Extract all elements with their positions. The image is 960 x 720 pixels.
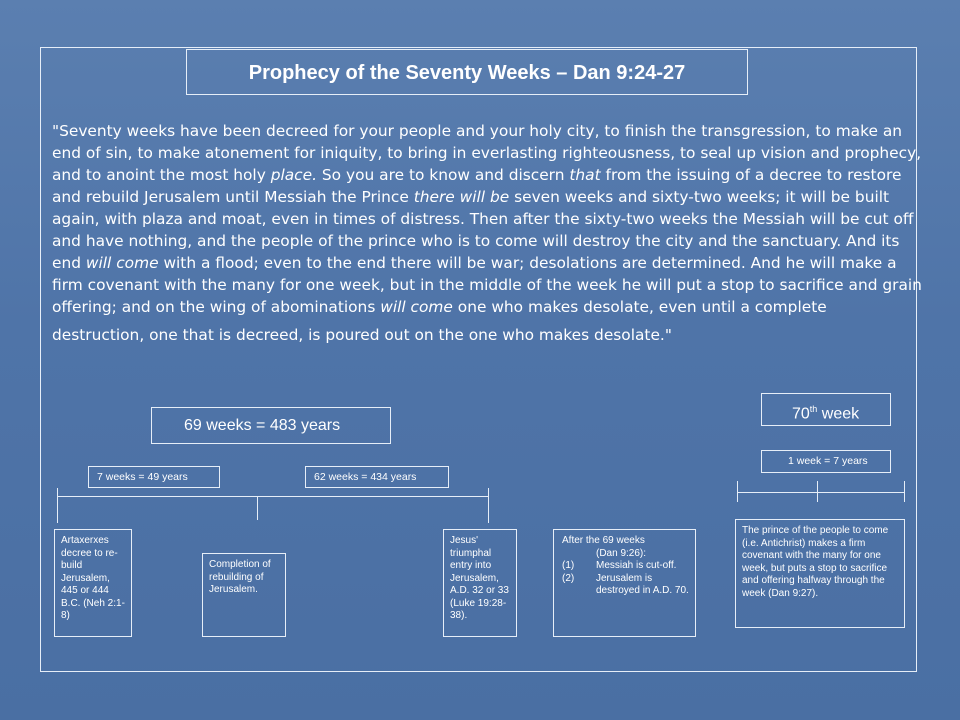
note-triumphal-entry: Jesus' triumphal entry into Jerusalem, A.D. 32 or 33 (Luke 19:28-38).	[443, 529, 517, 637]
label-70th-week: 70th week	[761, 393, 891, 426]
label-69-weeks: 69 weeks = 483 years	[151, 407, 391, 444]
timeline-69-weeks	[57, 496, 489, 497]
scripture-passage: "Seventy weeks have been decreed for your people and your holy city, to finish the transgression, to make an end of sin, to make atonement for iniquity, to bring in everlasting righteousness, to seal up vision and prophecy, and to anoint the most holy place. So you are to know and discern that from the issuing of a decree to restore and rebuild Jerusalem until Messiah the Prince there will be seven weeks and sixty-two weeks; it will be built again, with plaza and moat, even in times of distress. Then after the sixty-two weeks the Messiah will be cut off and have nothing, and the people of the prince who is to come will destroy the city and the sanctuary. And its end will come with a flood; even to the end there will be war; desolations are determined. And he will make a firm covenant with the many for one week, but in the middle of the week he will put a stop to sacrifice and grain offering; and on the wing of abominations will come one who makes desolate, even until a complete destruction, one that is decreed, is poured out on the one who makes desolate."	[52, 122, 922, 344]
label-62-weeks: 62 weeks = 434 years	[305, 466, 449, 488]
tick-69-weeks	[488, 488, 489, 523]
tick-week-mid	[817, 481, 818, 502]
tick-week-start	[737, 481, 738, 502]
note-after-69-weeks: After the 69 weeks (Dan 9:26): (1) Messiah is cut-off. (2) Jerusalem is destroyed in A.D. 70.	[553, 529, 696, 637]
tick-week-end	[904, 481, 905, 502]
slide-title: Prophecy of the Seventy Weeks – Dan 9:24-27	[186, 49, 748, 95]
label-7-weeks: 7 weeks = 49 years	[88, 466, 220, 488]
note-completion-rebuilding: Completion of rebuilding of Jerusalem.	[202, 553, 286, 637]
note-prince-covenant: The prince of the people to come (i.e. Antichrist) makes a firm covenant with the many for one week, but puts a stop to sacrifice and offering halfway through the week (Dan 9:27).	[735, 519, 905, 628]
note-artaxerxes-decree: Artaxerxes decree to re-build Jerusalem, 445 or 444 B.C. (Neh 2:1-8)	[54, 529, 132, 637]
tick-start	[57, 488, 58, 523]
tick-7-weeks	[257, 496, 258, 520]
timeline-70th-week	[737, 492, 905, 493]
label-1-week: 1 week = 7 years	[761, 450, 891, 473]
